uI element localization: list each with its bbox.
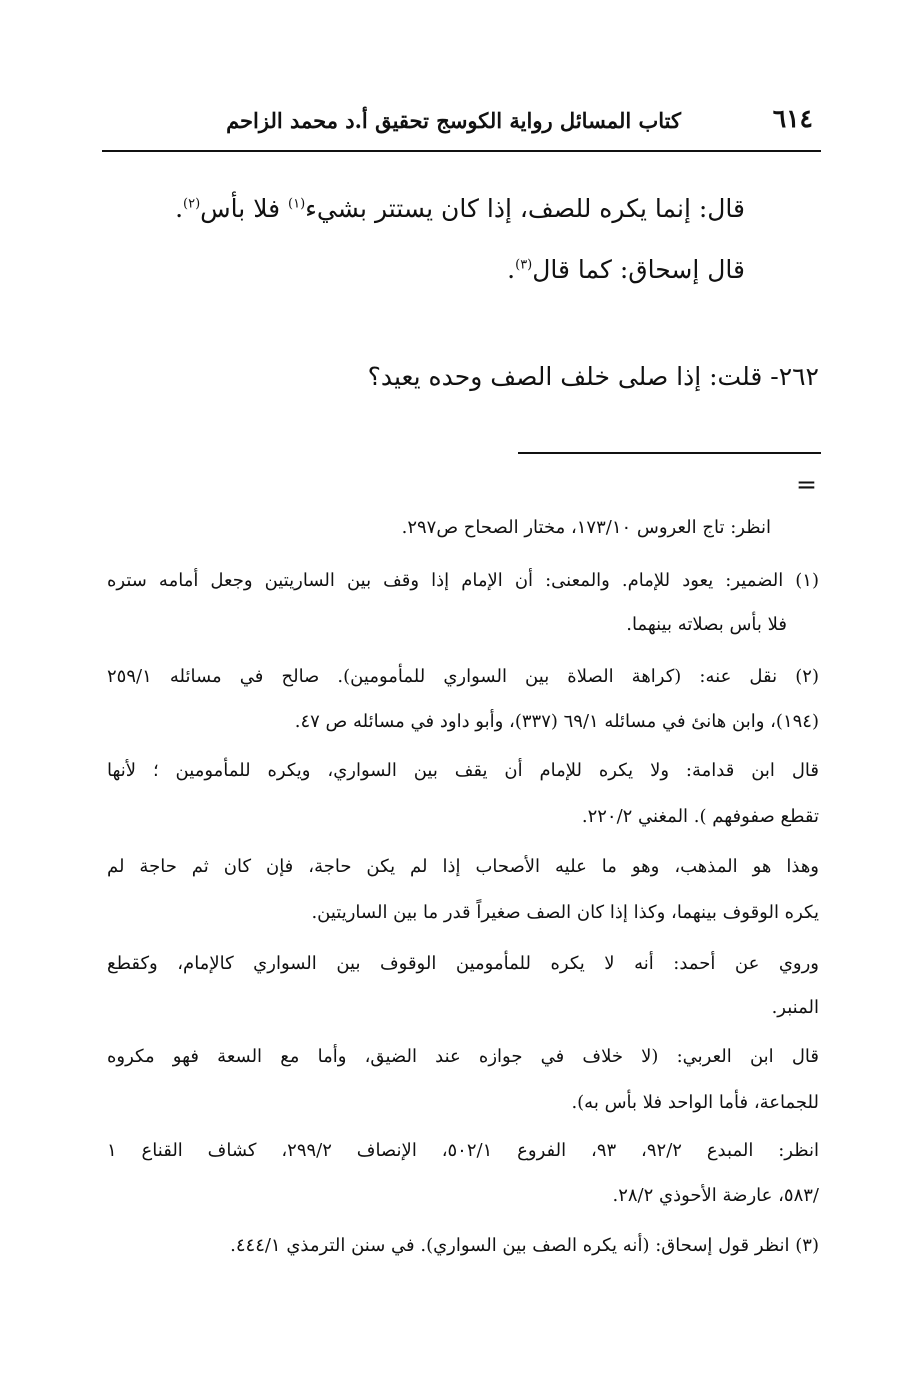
footnote-ref-2: (٢) <box>183 196 201 212</box>
page-number: ٦١٤ <box>772 104 813 133</box>
running-title: كتاب المسائل رواية الكوسج تحقيق أ.د محمد الزاحم <box>226 108 681 133</box>
footnote-line: قال ابن قدامة: ولا يكره للإمام أن يقف بين السواري، ويكره للمأمومين ؛ لأنها <box>107 760 819 781</box>
header-rule <box>102 150 821 152</box>
main-line-2 <box>507 255 745 284</box>
footnote-line: وروي عن أحمد: أنه لا يكره للمأمومين الوقوف بين السواري كالإمام، وكقطع <box>107 953 819 974</box>
main-line-2-text: قال إسحاق: كما قال <box>532 255 745 284</box>
footnote-ref-1: (١) <box>288 196 306 212</box>
continuation-mark: = <box>796 470 817 499</box>
footnote-line: (٢) نقل عنه: (كراهة الصلاة بين السواري للمأمومين). صالح في مسائله ٢٥٩/١ <box>107 666 819 687</box>
footnote-line: /٥٨٣، عارضة الأحوذي ٢٨/٢. <box>612 1185 819 1206</box>
main-line-1-end: . <box>175 194 184 223</box>
footnote-line: للجماعة، فأما الواحد فلا بأس به). <box>571 1092 819 1113</box>
footnote-separator <box>518 452 821 454</box>
main-line-2-end: . <box>507 255 516 284</box>
main-line-1-text: قال: إنما يكره للصف، إذا كان يستتر بشيء <box>305 194 745 223</box>
footnote-line: (١) الضمير: يعود للإمام. والمعنى: أن الإمام إذا وقف بين الساريتين وجعل أمامه ستره <box>107 570 819 591</box>
main-line-1-text-2: فلا بأس <box>200 194 289 223</box>
footnote-line: يكره الوقوف بينهما، وكذا إذا كان الصف صغيراً قدر ما بين الساريتين. <box>311 902 819 923</box>
footnote-line: (٣) انظر قول إسحاق: (أنه يكره الصف بين السواري). في سنن الترمذي ٤٤٤/١. <box>230 1235 819 1256</box>
footnote-line: (١٩٤)، وابن هانئ في مسائله ٦٩/١ (٣٣٧)، وأبو داود في مسائله ص ٤٧. <box>294 711 819 732</box>
question-262: ٢٦٢- قلت: إذا صلى خلف الصف وحده يعيد؟ <box>367 362 819 391</box>
footnote-ref-3: (٣) <box>515 257 533 273</box>
footnote-line: تقطع صفوفهم ). المغني ٢٢٠/٢. <box>581 806 819 827</box>
footnote-line: فلا بأس بصلاته بينهما. <box>626 614 787 635</box>
footnote-line: وهذا هو المذهب، وهو ما عليه الأصحاب إذا لم يكن حاجة، فإن كان ثم حاجة لم <box>107 856 819 877</box>
footnote-line: انظر: المبدع ٩٢/٢، ٩٣، الفروع ٥٠٢/١، الإنصاف ٢٩٩/٢، كشاف القناع ١ <box>107 1140 819 1161</box>
main-line-1 <box>175 194 745 223</box>
footnote-line: المنبر. <box>771 997 819 1018</box>
footnote-line: قال ابن العربي: (لا خلاف في جوازه عند الضيق، وأما مع السعة فهو مكروه <box>107 1046 819 1067</box>
footnote-line: انظر: تاج العروس ١٧٣/١٠، مختار الصحاح ص٢٩٧. <box>401 517 771 538</box>
